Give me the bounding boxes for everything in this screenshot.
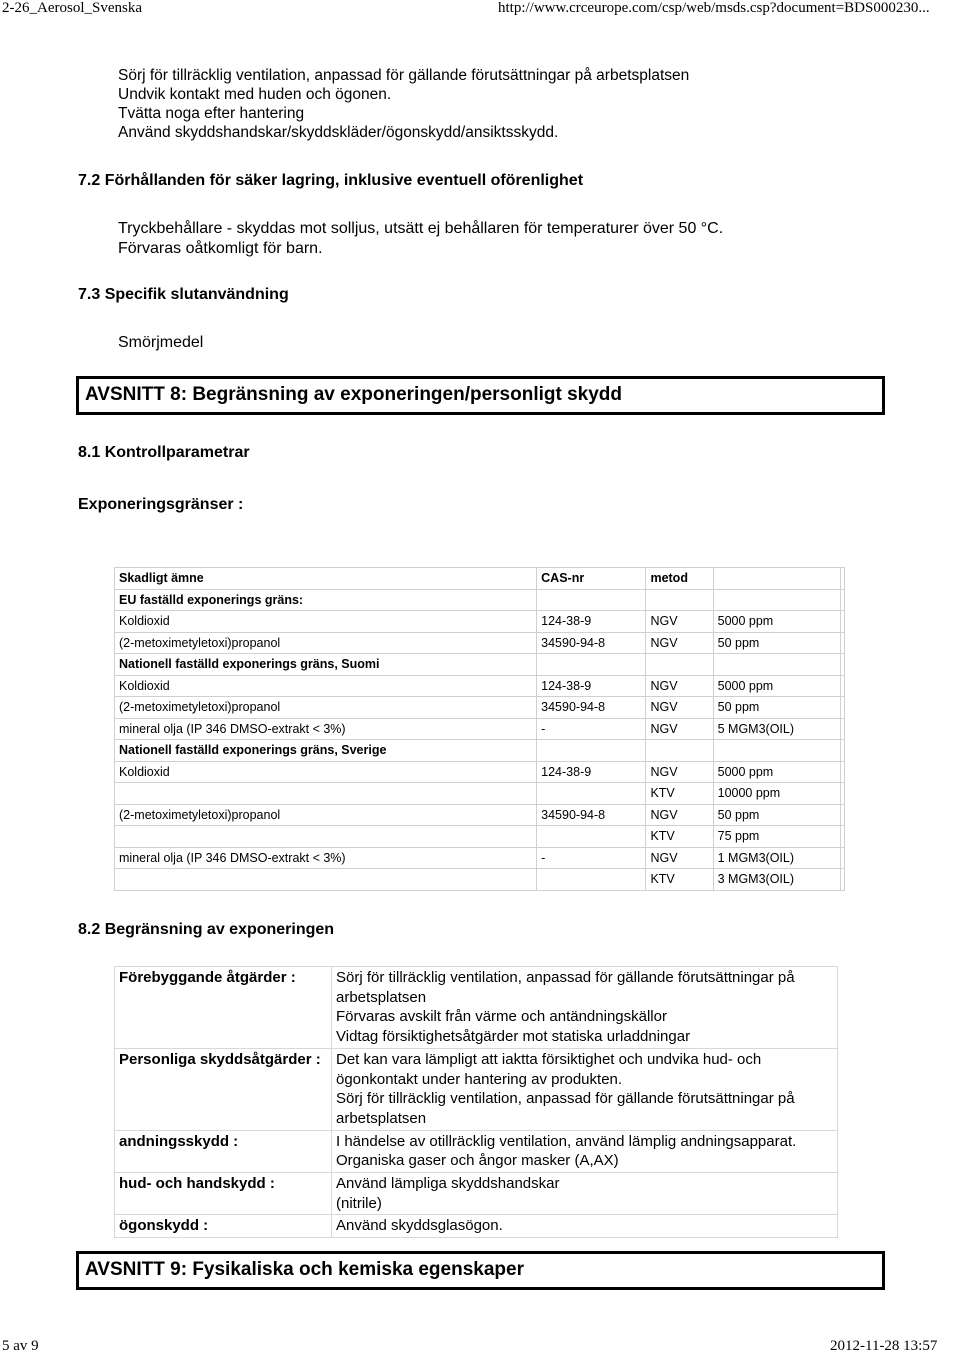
measure-row (115, 1130, 838, 1172)
measure-line: Det kan vara lämpligt att iaktta försiktighet och undvika hud- och (336, 1050, 762, 1068)
table-cell: 124-38-9 (537, 611, 646, 633)
table-edge (840, 697, 844, 719)
column-header: CAS-nr (537, 568, 646, 590)
protection-measures-table (114, 966, 838, 1238)
table-cell (537, 869, 646, 891)
exposure-limits-heading: Exponeringsgränser : (78, 496, 244, 513)
table-cell (713, 654, 840, 676)
table-edge (840, 869, 844, 891)
table-cell: 5000 ppm (713, 761, 840, 783)
table-cell: KTV (646, 826, 713, 848)
table-edge (840, 589, 844, 611)
table-cell: 34590-94-8 (537, 804, 646, 826)
measure-line: Använd lämpliga skyddshandskar (336, 1175, 560, 1193)
measure-line: (nitrile) (336, 1194, 382, 1212)
top-line: Sörj för tillräcklig ventilation, anpassad för gällande förutsättningar på arbetsplatsen (118, 67, 690, 84)
measure-line: Sörj för tillräcklig ventilation, anpassad för gällande förutsättningar på (336, 969, 795, 986)
table-cell (646, 654, 713, 676)
table-edge (840, 761, 844, 783)
measure-value (332, 1215, 838, 1238)
measure-value (332, 1130, 838, 1172)
measure-line: Vidtag försiktighetsåtgärder mot statiska urladdningar (336, 1028, 691, 1046)
exposure-table-body (115, 589, 845, 890)
table-cell: 50 ppm (713, 804, 840, 826)
measure-value (332, 1173, 838, 1215)
table-cell: NGV (646, 675, 713, 697)
table-row (115, 847, 845, 869)
table-cell: mineral olja (IP 346 DMSO-extrakt < 3%) (115, 847, 537, 869)
table-edge (840, 718, 844, 740)
measure-line: arbetsplatsen (336, 1109, 427, 1127)
table-row (115, 804, 845, 826)
table-cell (646, 740, 713, 762)
table-cell (537, 654, 646, 676)
table-row (115, 783, 845, 805)
table-cell: (2-metoximetyletoxi)propanol (115, 804, 537, 826)
table-cell (115, 869, 537, 891)
section-9-title: AVSNITT 9: Fysikaliska och kemiska egenskaper (85, 1259, 524, 1280)
table-cell: NGV (646, 697, 713, 719)
table-cell: NGV (646, 632, 713, 654)
table-cell: 75 ppm (713, 826, 840, 848)
table-group-row (115, 589, 845, 611)
measure-value (332, 1048, 838, 1130)
section-8-title-box (76, 376, 885, 415)
measure-line: Sörj för tillräcklig ventilation, anpassad för gällande förutsättningar på (336, 1090, 795, 1108)
table-cell: Koldioxid (115, 611, 537, 633)
protection-measures-body (115, 967, 838, 1238)
table-cell: KTV (646, 869, 713, 891)
table-cell: EU faställd exponerings gräns: (115, 589, 537, 611)
table-cell: KTV (646, 783, 713, 805)
section-8-2-heading: 8.2 Begränsning av exponeringen (78, 921, 335, 938)
table-cell (537, 589, 646, 611)
measure-line: I händelse av otillräcklig ventilation, använd lämplig andningsapparat. (336, 1132, 797, 1150)
table-cell: 5000 ppm (713, 611, 840, 633)
table-edge (840, 632, 844, 654)
table-cell: mineral olja (IP 346 DMSO-extrakt < 3%) (115, 718, 537, 740)
measure-value (332, 967, 838, 1049)
table-cell: Nationell faställd exponerings gräns, Suomi (115, 654, 537, 676)
table-cell: 1 MGM3(OIL) (713, 847, 840, 869)
measure-label: hud- och handskydd : (115, 1173, 332, 1215)
section-8-1-heading: 8.1 Kontrollparametrar (78, 444, 250, 461)
table-edge (840, 611, 844, 633)
table-cell: 5000 ppm (713, 675, 840, 697)
table-cell: NGV (646, 761, 713, 783)
table-cell: Nationell faställd exponerings gräns, Sverige (115, 740, 537, 762)
measure-label: ögonskydd : (115, 1215, 332, 1238)
section-7-3-heading: 7.3 Specifik slutanvändning (78, 286, 289, 303)
table-cell (537, 740, 646, 762)
column-header (713, 568, 840, 590)
table-edge (840, 826, 844, 848)
table-cell: 124-38-9 (537, 761, 646, 783)
table-cell: NGV (646, 847, 713, 869)
table-cell: NGV (646, 804, 713, 826)
document-url: http://www.crceurope.com/csp/web/msds.csp?document=BDS000230... (498, 0, 930, 16)
document-title: 2-26_Aerosol_Svenska (2, 0, 142, 16)
table-row (115, 869, 845, 891)
table-cell (537, 826, 646, 848)
table-cell: 124-38-9 (537, 675, 646, 697)
measure-line: Förvaras avskilt från värme och antändningskällor (336, 1008, 667, 1026)
end-use-text: Smörjmedel (118, 334, 204, 351)
measure-row (115, 1048, 838, 1130)
measure-line: Använd skyddsglasögon. (336, 1217, 503, 1235)
table-cell: (2-metoximetyletoxi)propanol (115, 632, 537, 654)
table-cell: 34590-94-8 (537, 697, 646, 719)
table-cell: 34590-94-8 (537, 632, 646, 654)
table-edge (840, 847, 844, 869)
table-row (115, 826, 845, 848)
table-header-row (115, 568, 845, 590)
exposure-table (114, 567, 845, 891)
table-cell: - (537, 847, 646, 869)
table-cell: 10000 ppm (713, 783, 840, 805)
table-cell: 50 ppm (713, 632, 840, 654)
table-cell (713, 589, 840, 611)
measure-label: andningsskydd : (115, 1130, 332, 1172)
table-row (115, 632, 845, 654)
table-edge (840, 654, 844, 676)
storage-line: Tryckbehållare - skyddas mot solljus, utsätt ej behållaren för temperaturer över 50 °C. (118, 220, 724, 237)
table-cell: (2-metoximetyletoxi)propanol (115, 697, 537, 719)
measure-label: Förebyggande åtgärder : (115, 967, 332, 1049)
table-cell (713, 740, 840, 762)
table-row (115, 611, 845, 633)
section-9-title-box (76, 1251, 885, 1290)
measure-line: arbetsplatsen (336, 988, 427, 1006)
top-line: Tvätta noga efter hantering (118, 105, 305, 122)
section-8-title: AVSNITT 8: Begränsning av exponeringen/personligt skydd (85, 384, 623, 405)
column-header: metod (646, 568, 713, 590)
table-cell: Koldioxid (115, 675, 537, 697)
table-group-row (115, 654, 845, 676)
table-cell (115, 783, 537, 805)
table-cell: Koldioxid (115, 761, 537, 783)
measure-row (115, 967, 838, 1049)
table-row (115, 718, 845, 740)
table-cell: NGV (646, 611, 713, 633)
measure-row (115, 1173, 838, 1215)
table-edge (840, 783, 844, 805)
measure-row (115, 1215, 838, 1238)
table-row (115, 697, 845, 719)
measure-line: ögonkontakt under hantering av produkten. (336, 1070, 623, 1088)
table-edge (840, 568, 844, 590)
print-timestamp: 2012-11-28 13:57 (830, 1338, 938, 1354)
table-cell: 5 MGM3(OIL) (713, 718, 840, 740)
table-cell (115, 826, 537, 848)
storage-line: Förvaras oåtkomligt för barn. (118, 240, 323, 257)
table-edge (840, 740, 844, 762)
table-edge (840, 804, 844, 826)
table-cell (646, 589, 713, 611)
top-line: Undvik kontakt med huden och ögonen. (118, 86, 392, 103)
measure-line: Organiska gaser och ångor masker (A,AX) (336, 1152, 619, 1170)
table-cell: - (537, 718, 646, 740)
table-cell: 50 ppm (713, 697, 840, 719)
table-group-row (115, 740, 845, 762)
table-cell (537, 783, 646, 805)
table-cell: 3 MGM3(OIL) (713, 869, 840, 891)
top-line: Använd skyddshandskar/skyddskläder/ögonskydd/ansiktsskydd. (118, 124, 559, 141)
table-row (115, 675, 845, 697)
column-header: Skadligt ämne (115, 568, 537, 590)
measure-label: Personliga skyddsåtgärder : (115, 1048, 332, 1130)
table-edge (840, 675, 844, 697)
table-row (115, 761, 845, 783)
table-cell: NGV (646, 718, 713, 740)
page-number: 5 av 9 (2, 1338, 39, 1354)
section-7-2-heading: 7.2 Förhållanden för säker lagring, inklusive eventuell oförenlighet (78, 172, 584, 189)
